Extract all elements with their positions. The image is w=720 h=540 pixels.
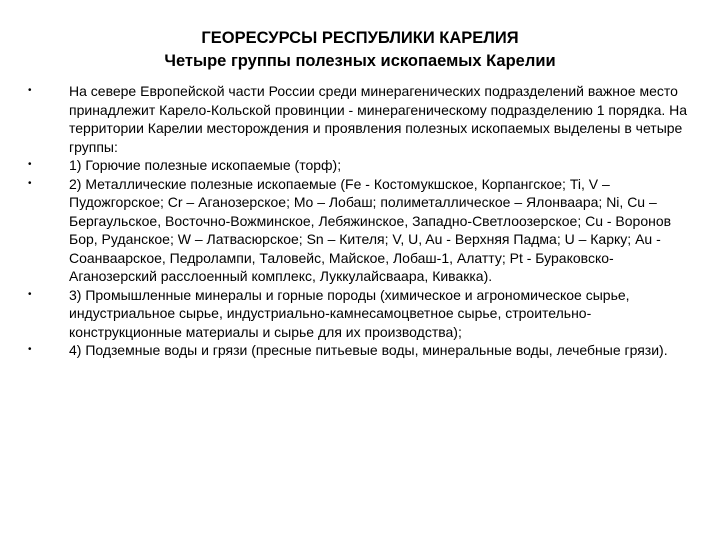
bullet-item-industrial-minerals: [26, 286, 706, 342]
bullet-text: 4) Подземные воды и грязи (пресные питьевые воды, минеральные воды, лечебные грязи).: [69, 342, 668, 358]
bullet-item-intro: [26, 82, 706, 156]
title-block: [0, 27, 720, 73]
bullet-list: [26, 82, 706, 360]
slide-title: ГЕОРЕСУРСЫ РЕСПУБЛИКИ КАРЕЛИЯ: [201, 29, 519, 47]
bullet-item-metals: [26, 175, 706, 286]
bullet-dot: •: [28, 159, 32, 170]
bullet-text: На севере Европейской части России среди минерагенических подразделений важное место принадлежит Карело-Кольской провинции - минерагеническому подразделению 1 порядка. На территории Карелии месторождения и проявления полезных ископаемых выделены в четыре группы:: [69, 83, 688, 155]
slide-subtitle: Четыре группы полезных ископаемых Карелии: [164, 52, 556, 70]
bullet-dot: •: [28, 288, 32, 300]
bullet-item-fuel: [26, 156, 706, 175]
bullet-text: 1) Горючие полезные ископаемые (торф);: [69, 157, 342, 173]
bullet-dot: •: [28, 344, 32, 355]
bullet-dot: •: [28, 177, 32, 189]
bullet-dot: •: [28, 85, 32, 96]
bullet-item-groundwater: [26, 341, 706, 360]
bullet-text: 2) Металлические полезные ископаемые (Fe - Костомукшское, Корпангское; Ti, V – Пудожгорское; Cr – Аганозерское; Mo – Лобаш; полиметаллическое – Ялонваара; Ni, Cu – Бергаульское, Восточно-Вожминское, Лебяжинское, Западно-Светлоозерское; Cu - Воронов Бор, Руданское; W – Латвасюрское; Sn – Кителя; V, U, Au - Верхняя Падма; U – Карку; Au - Соанваарское, Педролампи, Таловейс, Майское, Лобаш-1, Алатту; Pt - Бураковско-Аганозерский расслоенный комплекс, Луккулайсваара, Кивакка).: [69, 175, 672, 284]
bullet-text: 3) Промышленные минералы и горные породы (химическое и агрономическое сырье, индустриальное сырье, индустриально-камнесамоцветное сырье, строительно-конструкционные материалы и сырье для их производства);: [69, 286, 630, 340]
